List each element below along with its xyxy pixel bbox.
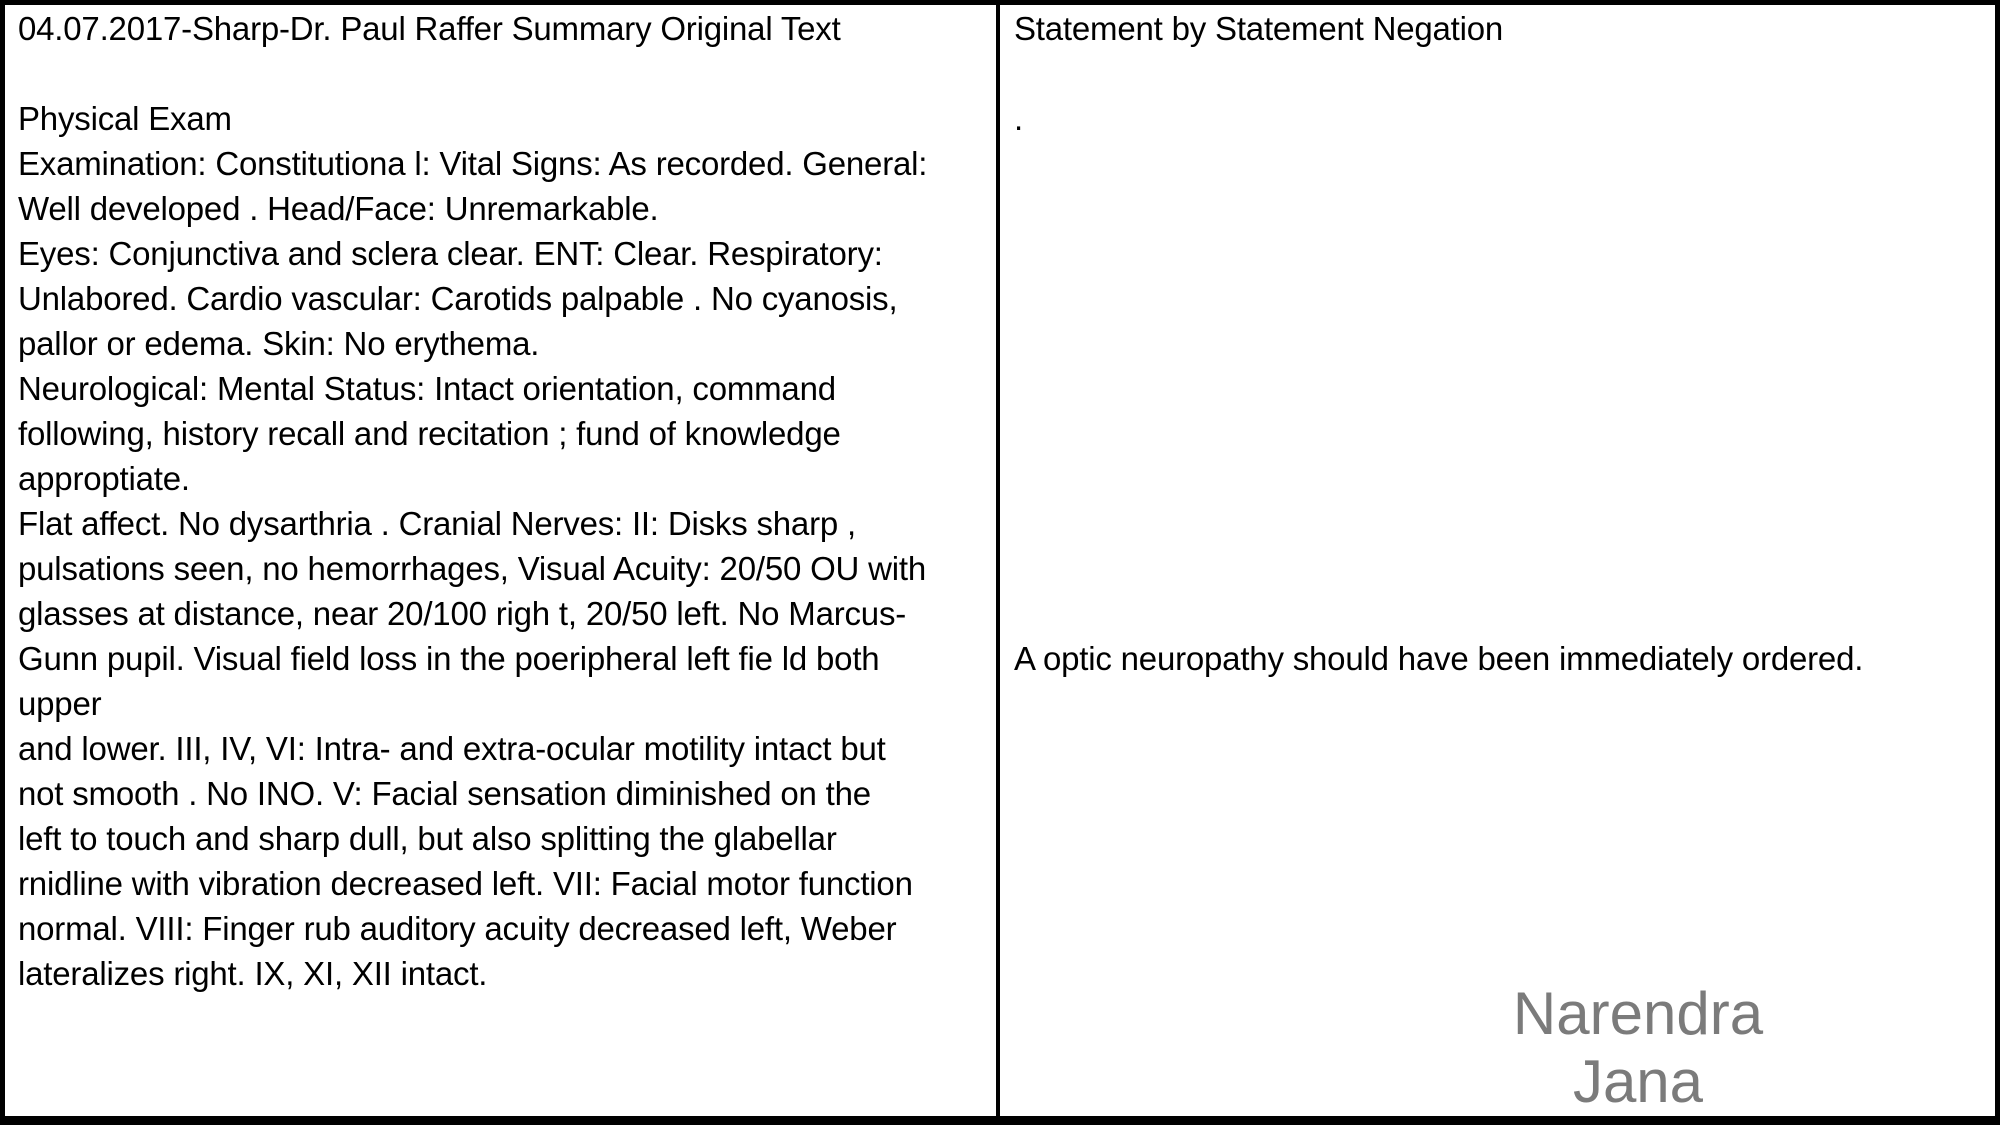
text-line — [1014, 501, 1985, 546]
text-line — [1014, 591, 1985, 636]
text-line — [1014, 411, 1985, 456]
right-cell-body — [1014, 51, 1985, 681]
text-line: left to touch and sharp dull, but also splitting the glabellar — [18, 820, 837, 857]
text-line: not smooth . No INO. V: Facial sensation diminished on the — [18, 775, 871, 812]
original-text-cell — [5, 5, 1000, 1116]
text-line: A optic neuropathy should have been immediately ordered. — [1014, 640, 1864, 677]
text-line — [1014, 546, 1985, 591]
watermark-line-1: Narendra — [1512, 980, 1764, 1047]
text-line: Gunn pupil. Visual field loss in the poeripheral left fie ld both — [18, 640, 880, 677]
text-line: following, history recall and recitation ; fund of knowledge — [18, 415, 841, 452]
left-cell-title: 04.07.2017-Sharp-Dr. Paul Raffer Summary Original Text — [18, 10, 841, 47]
text-line: pulsations seen, no hemorrhages, Visual Acuity: 20/50 OU with — [18, 550, 927, 587]
text-line — [1014, 276, 1985, 321]
text-line: pallor or edema. Skin: No erythema. — [18, 325, 540, 362]
text-line: Well developed . Head/Face: Unremarkable. — [18, 190, 659, 227]
text-line: normal. VIII: Finger rub auditory acuity decreased left, Weber — [18, 910, 897, 947]
text-line: rnidline with vibration decreased left. VII: Facial motor function — [18, 865, 913, 902]
text-line — [1014, 186, 1985, 231]
text-line: Physical Exam — [18, 100, 232, 137]
left-cell-body — [18, 51, 986, 996]
text-line — [1014, 321, 1985, 366]
text-line: and lower. III, IV, VI: Intra- and extra-ocular motility intact but — [18, 730, 886, 767]
text-line: Unlabored. Cardio vascular: Carotids palpable . No cyanosis, — [18, 280, 898, 317]
text-line: Flat affect. No dysarthria . Cranial Nerves: II: Disks sharp , — [18, 505, 856, 542]
text-line: . — [1014, 100, 1023, 137]
text-line: approptiate. — [18, 460, 190, 497]
text-line: Eyes: Conjunctiva and sclera clear. ENT: Clear. Respiratory: — [18, 235, 883, 272]
text-line: glasses at distance, near 20/100 righ t, 20/50 left. No Marcus- — [18, 595, 907, 632]
text-line — [18, 51, 986, 96]
text-line: lateralizes right. IX, XI, XII intact. — [18, 955, 488, 992]
negation-cell — [1000, 5, 1995, 1116]
text-line — [1014, 141, 1985, 186]
text-line: upper — [18, 685, 102, 722]
watermark — [1433, 980, 1843, 1116]
text-line — [1014, 456, 1985, 501]
text-line: Neurological: Mental Status: Intact orientation, command — [18, 370, 836, 407]
right-cell-title: Statement by Statement Negation — [1014, 10, 1504, 47]
text-line — [1014, 366, 1985, 411]
text-line — [1014, 231, 1985, 276]
text-line — [1014, 51, 1985, 96]
watermark-line-2: Jana — [1572, 1048, 1704, 1115]
text-line: Examination: Constitutiona l: Vital Signs: As recorded. General: — [18, 145, 928, 182]
